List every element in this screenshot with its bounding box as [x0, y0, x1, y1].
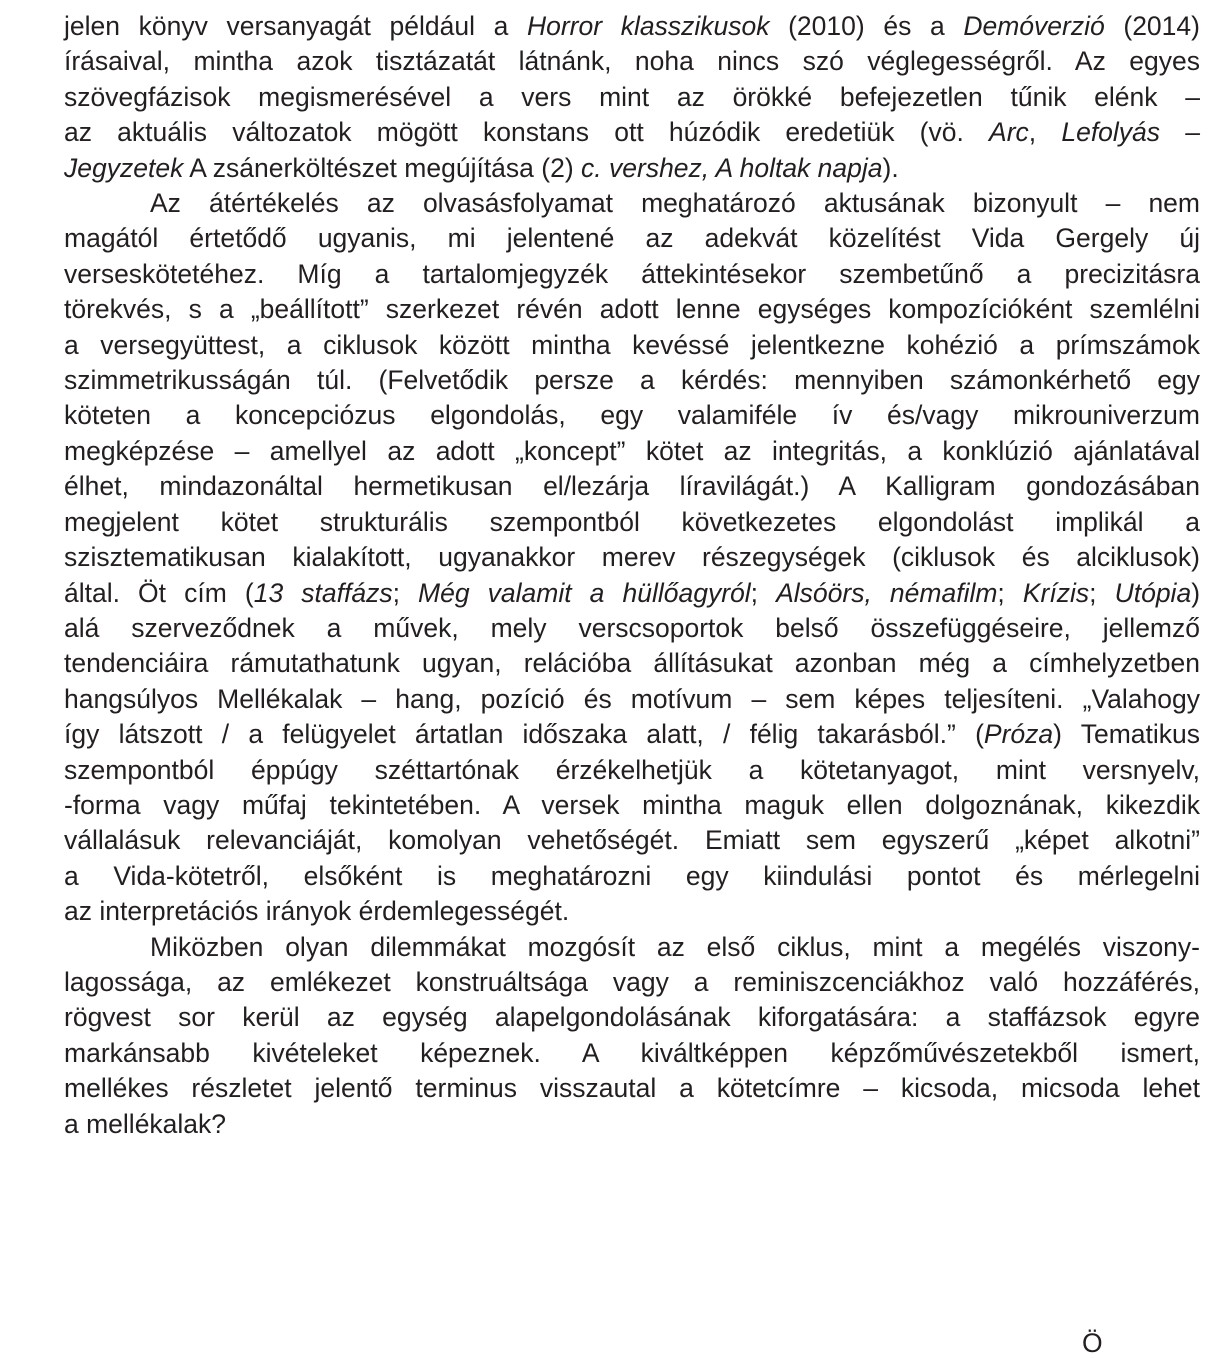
body-text: alá szerveződnek a művek, mely verscsoportok belső összefüggéseire, jellemző	[64, 612, 1200, 643]
italic-title-text: 13 staffázs	[253, 577, 393, 608]
text-line	[64, 363, 1200, 398]
body-text: ) Tematikus	[1053, 719, 1201, 750]
text-line	[64, 221, 1200, 256]
text-line	[64, 646, 1200, 681]
body-text: az interpretációs irányok érdemlegességét.	[64, 896, 570, 927]
text-line	[64, 505, 1200, 540]
body-text: hangsúlyos Mellékalak – hang, pozíció és motívum – sem képes teljesíteni. „Valahogy	[64, 683, 1200, 714]
italic-title-text: Lefolyás –	[1061, 117, 1200, 148]
body-text: az aktuális változatok mögött konstans ott húzódik eredetiük (vö.	[64, 117, 990, 148]
text-line	[64, 469, 1200, 504]
italic-title-text: Arc	[989, 117, 1029, 148]
body-text: ,	[1028, 117, 1062, 148]
text-line	[64, 1071, 1200, 1106]
text-line	[64, 434, 1200, 469]
text-line	[64, 80, 1200, 115]
body-paragraph	[64, 9, 1200, 186]
italic-title-text: Krízis	[1022, 577, 1090, 608]
text-line	[64, 257, 1200, 292]
body-text: a Vida-kötetről, elsőként is meghatározni egy kiindulási pontot és mérlegelni	[64, 860, 1200, 891]
text-line	[64, 894, 1200, 929]
body-text: szövegfázisok megismerésével a vers mint az örökké befejezetlen tűnik elénk –	[64, 81, 1200, 112]
body-text: jelen könyv versanyagát például a	[64, 11, 527, 41]
text-line	[64, 9, 1200, 44]
text-line	[64, 292, 1200, 327]
italic-title-text: Alsóörs, némafilm	[776, 577, 998, 608]
body-text: szisztematikusan kialakított, ugyanakkor merev részegységek (ciklusok és alciklusok)	[64, 542, 1200, 573]
body-text: így látszott / a felügyelet ártatlan időszaka alatt, / félig takarásból.” (	[64, 719, 984, 750]
body-text: ;	[1089, 577, 1115, 608]
text-line	[64, 965, 1200, 1000]
text-line	[64, 540, 1200, 575]
body-text: köteten a koncepciózus elgondolás, egy valamiféle ív és/vagy mikrouniverzum	[64, 400, 1200, 431]
text-line	[64, 859, 1200, 894]
body-text: lagossága, az emlékezet konstruáltsága vagy a reminiszcenciákhoz való hozzáférés,	[64, 966, 1200, 997]
text-line	[64, 328, 1200, 363]
text-line	[64, 151, 1200, 186]
text-line	[64, 611, 1200, 646]
text-line	[64, 1107, 1200, 1142]
body-text: megképzése – amellyel az adott „koncept” kötet az integritás, a konklúzió ajánlatával	[64, 435, 1200, 466]
body-text: vállalásuk relevanciáját, komolyan vehetőségét. Emiatt sem egyszerű „képet alkotni”	[64, 825, 1200, 856]
text-line	[64, 44, 1200, 79]
document-page	[64, 9, 1200, 1142]
italic-title-text: Próza	[983, 719, 1054, 750]
italic-title-text: Még valamit a hüllőagyról	[418, 577, 751, 608]
body-text: megjelent kötet strukturális szempontból következetes elgondolást implikál a	[64, 506, 1200, 537]
body-text: (2010) és a	[769, 11, 964, 41]
body-text: írásaival, mintha azok tisztázatát látnánk, noha nincs szó véglegességről. Az egyes	[64, 46, 1200, 77]
body-text: törekvés, s a „beállított” szerkezet révén adott lenne egységes kompozícióként szemlélni	[64, 294, 1200, 325]
italic-title-text: Jegyzetek	[64, 152, 184, 183]
body-text: ;	[392, 577, 419, 608]
body-text: )	[1191, 577, 1201, 608]
body-text: Miközben olyan dilemmákat mozgósít az első ciklus, mint a megélés viszony-	[150, 931, 1200, 962]
body-text: ;	[997, 577, 1023, 608]
body-text: a mellékalak?	[64, 1108, 227, 1139]
text-line	[64, 398, 1200, 433]
body-text: Az átértékelés az olvasásfolyamat meghatározó aktusának bizonyult – nem	[150, 188, 1200, 219]
text-line	[64, 717, 1200, 752]
body-text: ).	[882, 152, 899, 183]
next-page-text-fragment: Ö	[1082, 1328, 1103, 1358]
text-line	[64, 682, 1200, 717]
body-text: rögvest sor kerül az egység alapelgondolásának kiforgatására: a staffázsok egyre	[64, 1002, 1200, 1033]
text-line	[64, 1000, 1200, 1035]
body-text: verseskötetéhez. Míg a tartalomjegyzék áttekintésekor szembetűnő a precizitásra	[64, 258, 1200, 289]
text-line	[64, 115, 1200, 150]
body-text: szimmetrikusságán túl. (Felvetődik persze a kérdés: mennyiben számonkérhető egy	[64, 365, 1200, 396]
italic-title-text: Utópia	[1114, 577, 1192, 608]
text-line	[64, 576, 1200, 611]
body-paragraph	[64, 186, 1200, 930]
text-line	[64, 1036, 1200, 1071]
text-line	[64, 186, 1200, 221]
text-line	[64, 753, 1200, 788]
body-text: magától értetődő ugyanis, mi jelentené az adekvát közelítést Vida Gergely új	[64, 223, 1200, 254]
body-text: mellékes részletet jelentő terminus visszautal a kötetcímre – kicsoda, micsoda lehet	[64, 1073, 1200, 1104]
body-text: szempontból éppúgy széttartónak érzékelhetjük a kötetanyagot, mint versnyelv,	[64, 754, 1200, 785]
body-text: által. Öt cím (	[64, 577, 254, 608]
body-text: -forma vagy műfaj tekintetében. A versek mintha maguk ellen dolgoznának, kikezdik	[64, 789, 1200, 820]
text-line	[64, 930, 1200, 965]
body-text: (2014)	[1104, 11, 1200, 41]
body-text: a versegyüttest, a ciklusok között mintha kevéssé jelentkezne kohézió a prímszámok	[64, 329, 1200, 360]
text-line	[64, 788, 1200, 823]
body-paragraph	[64, 930, 1200, 1142]
body-text: markánsabb kivételeket képeznek. A kiváltképpen képzőművészetekből ismert,	[64, 1037, 1200, 1068]
body-text: élhet, mindazonáltal hermetikusan el/lezárja líravilágát.) A Kalligram gondozásában	[64, 471, 1200, 502]
text-line	[64, 823, 1200, 858]
italic-title-text: c. vershez, A holtak napja	[581, 152, 883, 183]
italic-title-text: Horror klasszikusok	[526, 11, 770, 41]
body-text: tendenciáira rámutathatunk ugyan, relációba állításukat azonban még a címhelyzetben	[64, 648, 1200, 679]
italic-title-text: Demóverzió	[963, 11, 1105, 41]
body-text: A zsánerköltészet megújítása (2)	[183, 152, 582, 183]
body-text: ;	[750, 577, 777, 608]
